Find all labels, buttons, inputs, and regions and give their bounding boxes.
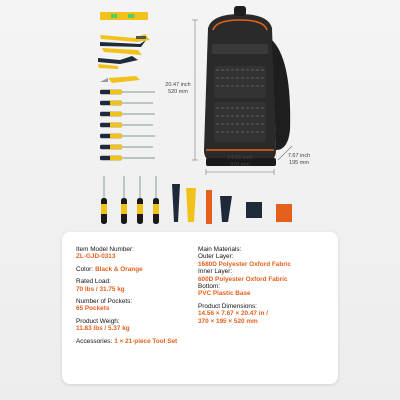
color-value: Black & Orange [95,265,143,273]
long-nose-pliers-icon [220,196,232,222]
dimensions-label: Product Dimensions: [198,302,257,310]
screwdriver-icon [121,176,127,224]
bottom-tool-row [101,176,292,224]
screwdriver-icon [100,156,155,160]
inner-layer-value: 600D Polyester Oxford Fabric [198,275,288,283]
screwdriver-icon [100,145,153,149]
screwdriver-icon [137,176,143,224]
load-label: Rated Load: [76,278,111,286]
wire-cutter-icon [186,188,196,222]
width-label: 14.56 inch 370 mm [227,155,253,168]
color-label: Color: [76,265,94,273]
pockets-label: Number of Pockets: [76,298,133,306]
screwdriver-icon [100,90,155,94]
backpack-icon [204,6,290,166]
screwdriver-icon [153,176,159,224]
bottom-label: Bottom: [198,283,221,291]
height-label: 20.47 inch 520 mm [165,82,191,95]
bottom-value: PVC Plastic Base [198,290,251,298]
spec-column-left [76,246,196,350]
spirit-level-icon [100,12,148,20]
screwdriver-icon [100,112,155,116]
spec-column-right [198,246,332,330]
width-dimension-line [206,169,274,175]
accessories-value: 1 × 21-piece Tool Set [114,337,178,345]
materials-label: Main Materials: [198,246,242,253]
screwdriver-set [100,90,155,160]
spec-card [62,232,338,384]
inner-layer-label: Inner Layer: [198,268,233,276]
crimper-icon [172,184,180,222]
pockets-value: 65 Pockets [76,305,110,313]
depth-label: 7.67 inch 195 mm [287,153,311,166]
electrical-tester-icon [206,190,212,224]
screwdriver-icon [100,134,155,138]
screwdriver-icon [100,101,153,105]
cutting-pliers-icon [100,40,146,55]
tape-measure-icon [246,202,262,218]
wire-stripper-icon [98,56,138,69]
model-value: ZL-GJD-0313 [76,253,116,261]
model-label: Item Model Number: [76,246,134,253]
screwdriver-icon [100,123,153,127]
outer-layer-label: Outer Layer: [198,253,234,261]
load-value: 70 lbs / 31.75 kg [76,285,125,293]
dimensions-value-imperial: 14.56 × 7.67 × 20.47 in / [198,310,268,318]
height-dimension-line [192,20,198,160]
accessories-label: Accessories: [76,337,113,345]
outer-layer-value: 1680D Polyester Oxford Fabric [198,260,292,268]
screwdriver-icon [101,176,107,224]
weight-label: Product Weigh: [76,317,120,325]
voltage-tester-icon [276,204,292,222]
utility-knife-icon [100,76,140,83]
weight-value: 11.83 lbs / 5.37 kg [76,325,130,333]
channel-lock-pliers-icon [100,34,150,42]
dimensions-value-metric: 370 × 195 × 520 mm [198,317,258,325]
